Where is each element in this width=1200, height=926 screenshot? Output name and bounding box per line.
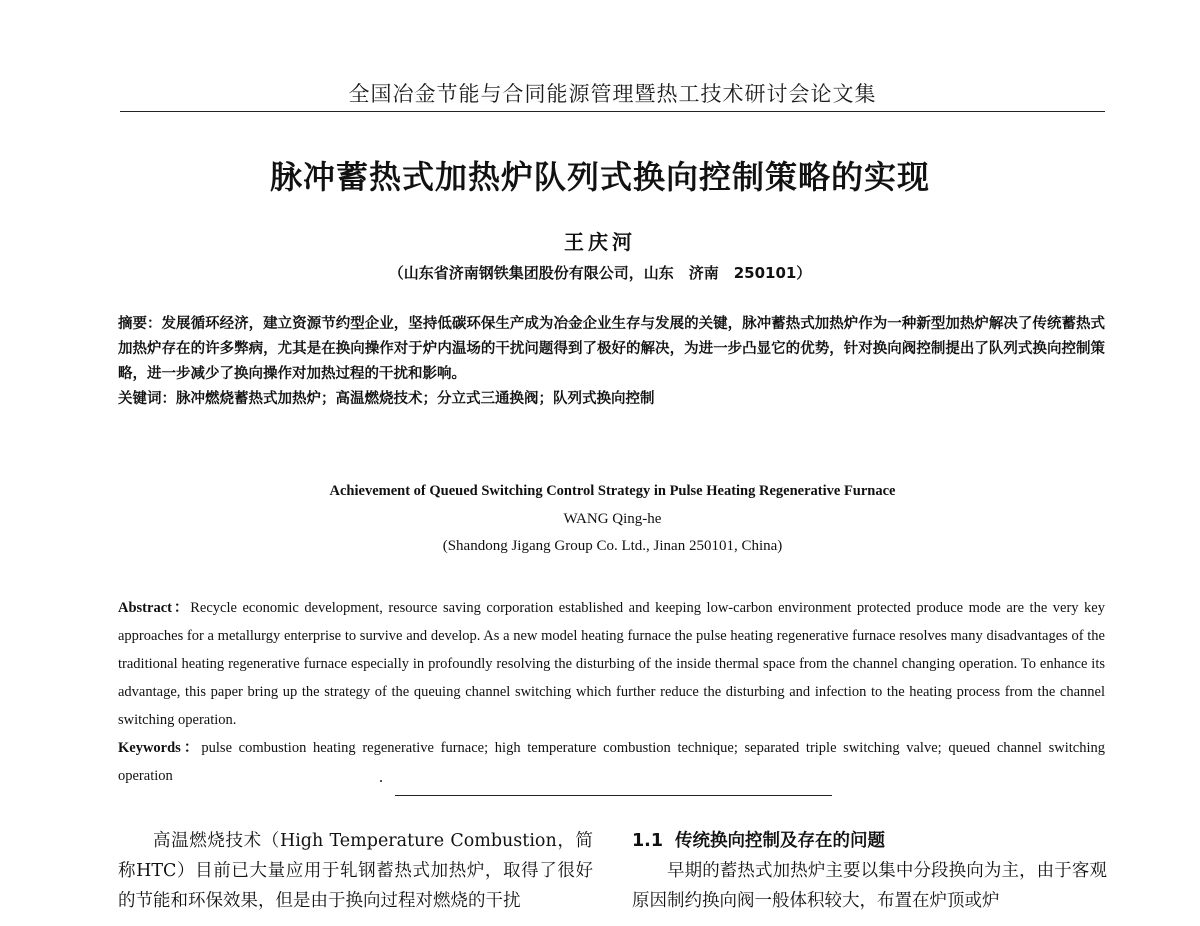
keywords-cn xyxy=(118,387,1105,412)
abstract-cn-label: 摘要： xyxy=(118,316,162,332)
keywords-en-label: Keywords： xyxy=(118,740,202,756)
keywords-cn-text: 脉冲燃烧蓄热式加热炉；高温燃烧技术；分立式三通换阀；队列式换向控制 xyxy=(176,391,655,407)
abstract-cn-text: 发展循环经济，建立资源节约型企业，坚持低碳环保生产成为冶金企业生存与发展的关键，脉冲蓄热式加热炉作为一种新型加热炉解决了传统蓄热式加热炉存在的许多弊病，尤其是在换向操作对于炉内温场的干扰问题得到了极好的解决，为进一步凸显它的优势，针对换向阀控制提出了队列式换向控制策略，进一步减少了换向操作对加热过程的干扰和影响。 xyxy=(118,316,1105,382)
affiliation-en: (Shandong Jigang Group Co. Ltd., Jinan 250101, China) xyxy=(442,538,783,554)
abstract-en-label: Abstract： xyxy=(118,600,191,616)
author-en: WANG Qing-he xyxy=(563,511,662,527)
author-cn: 王庆河 xyxy=(564,230,636,254)
paper-title-cn: 脉冲蓄热式加热炉队列式换向控制策略的实现 xyxy=(269,158,930,196)
abstract-cn xyxy=(118,312,1105,387)
abstract-cn-block xyxy=(118,312,1105,412)
body-column-left xyxy=(118,826,593,916)
section-divider xyxy=(395,795,832,796)
header-rule xyxy=(120,111,1105,112)
running-header: 全国冶金节能与合同能源管理暨热工技术研讨会论文集 xyxy=(348,82,877,106)
section-number: 1.1 xyxy=(632,831,664,851)
body-column-right xyxy=(632,826,1107,916)
keywords-en-text: pulse combustion heating regenerative furnace; high temperature combustion technique; separated triple switching valve; queued channel switching operation xyxy=(118,740,1105,784)
abstract-en-block xyxy=(118,594,1105,790)
keywords-en xyxy=(118,734,1105,790)
stray-mark xyxy=(380,780,382,782)
body-paragraph-left: 高温燃烧技术（High Temperature Combustion，简称HTC）目前已大量应用于轧钢蓄热式加热炉，取得了很好的节能和环保效果，但是由于换向过程对燃烧的干扰 xyxy=(118,831,593,911)
paper-title-en: Achievement of Queued Switching Control Strategy in Pulse Heating Regenerative Furnace xyxy=(329,483,896,499)
section-title: 传统换向控制及存在的问题 xyxy=(675,831,886,851)
abstract-en xyxy=(118,594,1105,734)
abstract-en-text: Recycle economic development, resource saving corporation established and keeping low-carbon environment protected produce mode are the very key approaches for a metallurgy enterprise to survive and develop. As a new model heating furnace the pulse heating regenerative furnace resolves many disadvantages of the traditional heating regenerative furnace especially in profoundly resolving the disturbing of the inside thermal space from the channel changing operation. To enhance its advantage, this paper bring up the strategy of the queuing channel switching which further reduce the disturbing and infection to the heating process from the channel switching operation. xyxy=(118,600,1105,728)
body-paragraph-right: 早期的蓄热式加热炉主要以集中分段换向为主，由于客观原因制约换向阀一般体积较大，布置在炉顶或炉 xyxy=(632,861,1107,911)
affiliation-cn: （山东省济南钢铁集团股份有限公司，山东 济南 250101） xyxy=(388,264,812,282)
keywords-cn-label: 关键词： xyxy=(118,391,176,407)
section-heading xyxy=(632,826,1107,856)
